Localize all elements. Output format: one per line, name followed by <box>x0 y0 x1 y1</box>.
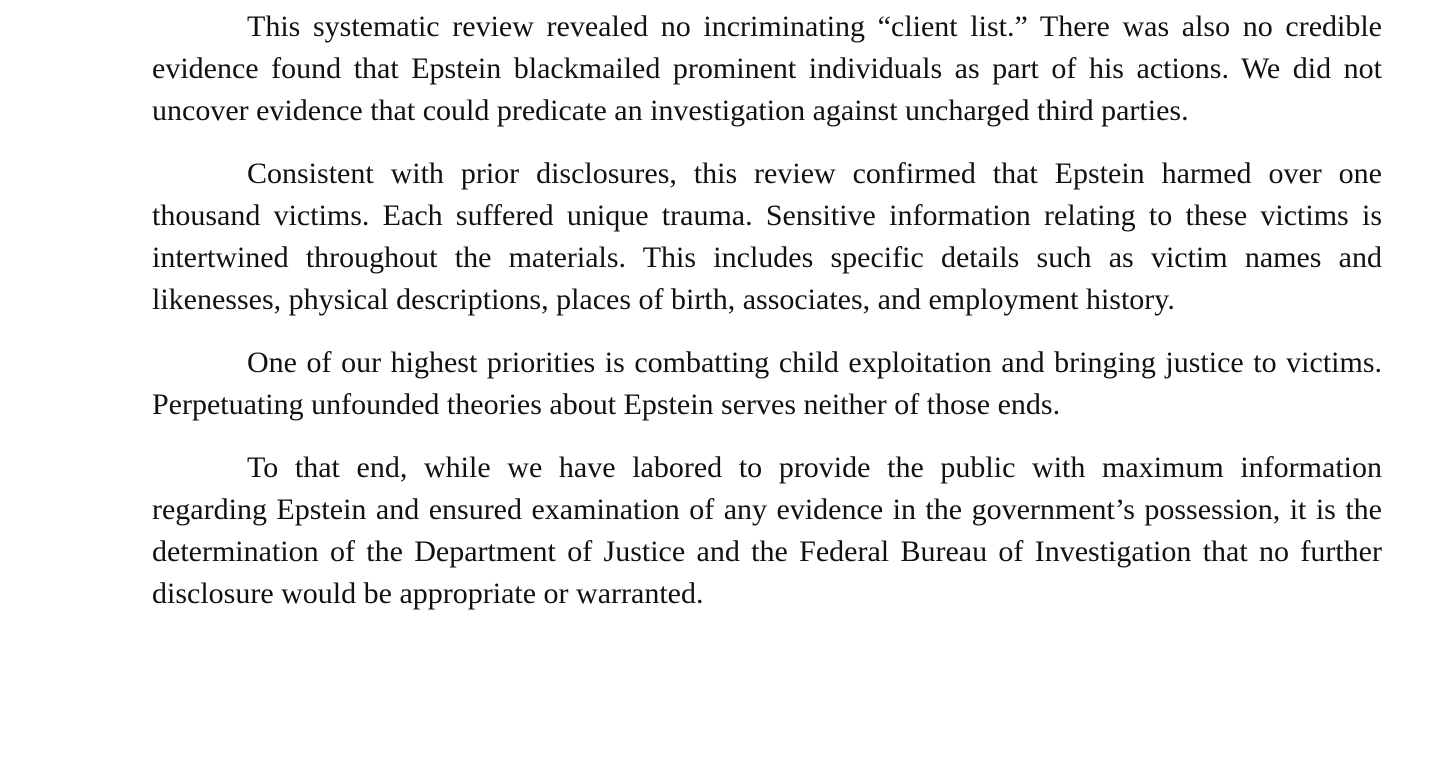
paragraph-client-list-review: This systematic review revealed no incriminating “client list.” There was also no credible evidence found that Epstein blackmailed prominent individuals as part of his actions. We did not uncover evidence that could predicate an investigation against uncharged third parties. <box>152 10 1382 127</box>
document-body <box>152 6 1382 636</box>
paragraph-priorities: One of our highest priorities is combatting child exploitation and bringing justice to victims. Perpetuating unfounded theories about Epstein serves neither of those ends. <box>152 346 1382 421</box>
paragraph-no-further-disclosure: To that end, while we have labored to provide the public with maximum information regarding Epstein and ensured examination of any evidence in the government’s possession, it is the determination of the Department of Justice and the Federal Bureau of Investigation that no further disclosure would be appropriate or warranted. <box>152 451 1382 610</box>
paragraph-victims-information: Consistent with prior disclosures, this review confirmed that Epstein harmed over one thousand victims. Each suffered unique trauma. Sensitive information relating to these victims is intertwined throughout the materials. This includes specific details such as victim names and likenesses, physical descriptions, places of birth, associates, and employment history. <box>152 157 1382 316</box>
